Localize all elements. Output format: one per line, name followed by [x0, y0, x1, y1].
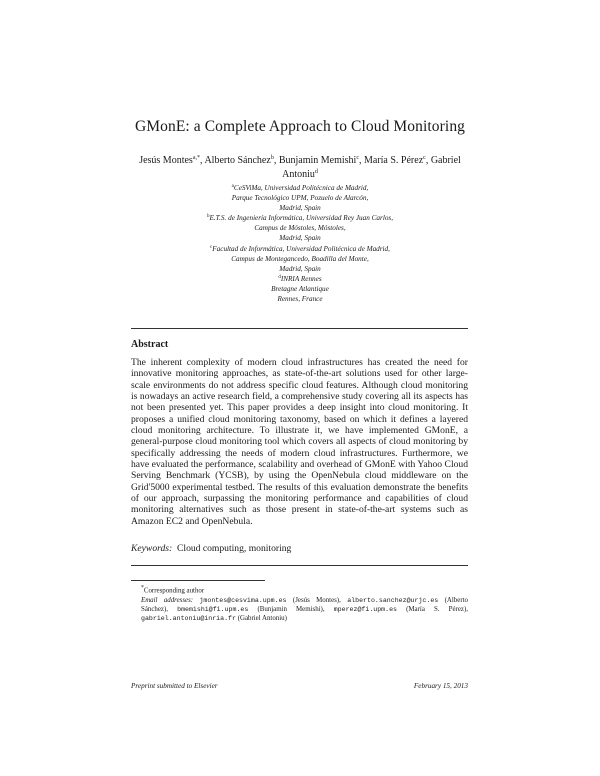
affiliation-label: c: [210, 244, 213, 250]
author-separator: ,: [199, 155, 205, 166]
corresponding-label: Corresponding author: [143, 587, 205, 595]
affiliation-text: Madrid, Spain: [279, 204, 321, 213]
affiliation-line: [130, 264, 470, 274]
author-name: Gabriel Antoniu: [282, 155, 461, 180]
corresponding-author-note: [131, 584, 468, 596]
email-address[interactable]: alberto.sanchez@urjc.es: [347, 596, 439, 604]
affiliation-text: Campus de Móstoles, Móstoles,: [254, 224, 346, 233]
affiliation-line: [130, 294, 470, 304]
affiliation-text: Facultad de Informática, Universidad Politécnica de Madrid,: [212, 244, 390, 253]
author-separator: ,: [425, 155, 431, 166]
email-owner: (Jesús Montes): [292, 596, 340, 604]
abstract-body: The inherent complexity of modern cloud infrastructures has created the need for innovative monitoring approaches, as state-of-the-art solutions used for other large-scale environments do not address specific cloud features. Although cloud monitoring is nowadays an active research field, a comprehensive study covering all its aspects has not been presented yet. This paper provides a deep insight into cloud monitoring. It proposes a unified cloud monitoring taxonomy, based on which it defines a layered cloud monitoring architecture. To illustrate it, we have implemented GMonE, a general-purpose cloud monitoring tool which covers all aspects of cloud monitoring by specifically addressing the needs of modern cloud infrastructures. Furthermore, we have evaluated the performance, scalability and overhead of GMonE with Yahoo Cloud Serving Benchmark (YCSB), by using the OpenNebula cloud middleware on the Grid'5000 experimental testbed. The results of this evaluation demonstrate the benefits of our approach, surpassing the monitoring performance and capabilities of cloud monitoring alternatives such as those present in state-of-the-art systems such as Amazon EC2 and OpenNebula.: [131, 357, 468, 527]
affiliation-text: Rennes, France: [277, 295, 323, 304]
affiliation-line: [130, 284, 470, 294]
email-address[interactable]: mperez@fi.upm.es: [333, 605, 398, 613]
author-name: Alberto Sánchez: [204, 155, 271, 166]
email-owner: (Bunjamin Memishi): [257, 605, 323, 613]
keywords-value: Cloud computing, monitoring: [177, 543, 292, 554]
footnote: [131, 584, 468, 623]
affiliation-line: [130, 203, 470, 213]
affiliation-text: CeSViMa, Universidad Politécnica de Madrid,: [233, 184, 369, 192]
email-owner: (Alberto Sánchez): [141, 596, 468, 613]
email-separator: ,: [322, 605, 334, 613]
email-addresses: [131, 596, 468, 624]
affiliation-label: b: [206, 214, 210, 220]
keywords-line: [131, 543, 468, 554]
affiliation-line: [130, 223, 470, 233]
email-label: Email addresses:: [141, 596, 194, 604]
affiliation-line: [130, 244, 470, 254]
author-separator: ,: [358, 155, 364, 166]
affiliation-line: [130, 274, 470, 284]
affiliation-line: [130, 233, 470, 243]
abstract-bottom-rule: [131, 565, 468, 566]
email-owner: (María S. Pérez): [406, 605, 467, 613]
footer-preprint-note: Preprint submitted to Elsevier: [131, 682, 218, 690]
affiliation-list: [130, 183, 470, 304]
affiliation-text: E.T.S. de Ingeniería Informática, Universidad Rey Juan Carlos,: [209, 214, 394, 223]
affiliation-text: Parque Tecnológico UPM, Pozuelo de Alarcón,: [231, 194, 369, 203]
affiliation-label: d: [278, 274, 281, 280]
corresponding-mark: *: [141, 585, 144, 591]
abstract-top-rule: [131, 328, 468, 329]
affiliation-text: Madrid, Spain: [279, 234, 321, 243]
affiliation-line: [130, 213, 470, 223]
author-list: [130, 154, 470, 182]
email-address[interactable]: jmontes@cesvima.upm.es: [199, 596, 287, 604]
affiliation-line: [130, 254, 470, 264]
email-address[interactable]: gabriel.antoniu@inria.fr: [141, 615, 236, 623]
abstract-heading: Abstract: [131, 339, 169, 350]
email-separator: ,: [466, 605, 468, 613]
keywords-label: Keywords:: [131, 543, 173, 554]
author-affiliation-mark: d: [314, 169, 318, 175]
author-affiliation-mark: a,*: [192, 155, 200, 161]
affiliation-line: [130, 183, 470, 193]
author-separator: ,: [273, 155, 279, 166]
affiliation-text: Bretagne Atlantique: [271, 284, 329, 293]
affiliation-label: a: [231, 184, 234, 189]
affiliation-line: [130, 193, 470, 203]
author-affiliation-mark: b: [270, 155, 274, 161]
email-separator: ,: [166, 605, 178, 613]
affiliation-text: INRIA Rennes: [280, 274, 322, 283]
email-owner: (Gabriel Antoniu): [237, 615, 287, 623]
affiliation-text: Madrid, Spain: [279, 264, 321, 273]
footnote-rule: [131, 580, 265, 581]
author-affiliation-mark: c: [356, 155, 359, 161]
paper-title: GMonE: a Complete Approach to Cloud Monitoring: [134, 118, 466, 135]
email-separator: ,: [339, 596, 348, 604]
author-name: Jesús Montes: [139, 155, 193, 166]
affiliation-text: Campus de Montegancedo, Boadilla del Monte,: [231, 254, 369, 263]
author-name: María S. Pérez: [363, 155, 424, 166]
footer-date: February 15, 2013: [413, 682, 468, 690]
author-name: Bunjamin Memishi: [278, 155, 357, 166]
author-affiliation-mark: c: [423, 155, 426, 161]
email-address[interactable]: bmemishi@fi.upm.es: [177, 605, 249, 613]
